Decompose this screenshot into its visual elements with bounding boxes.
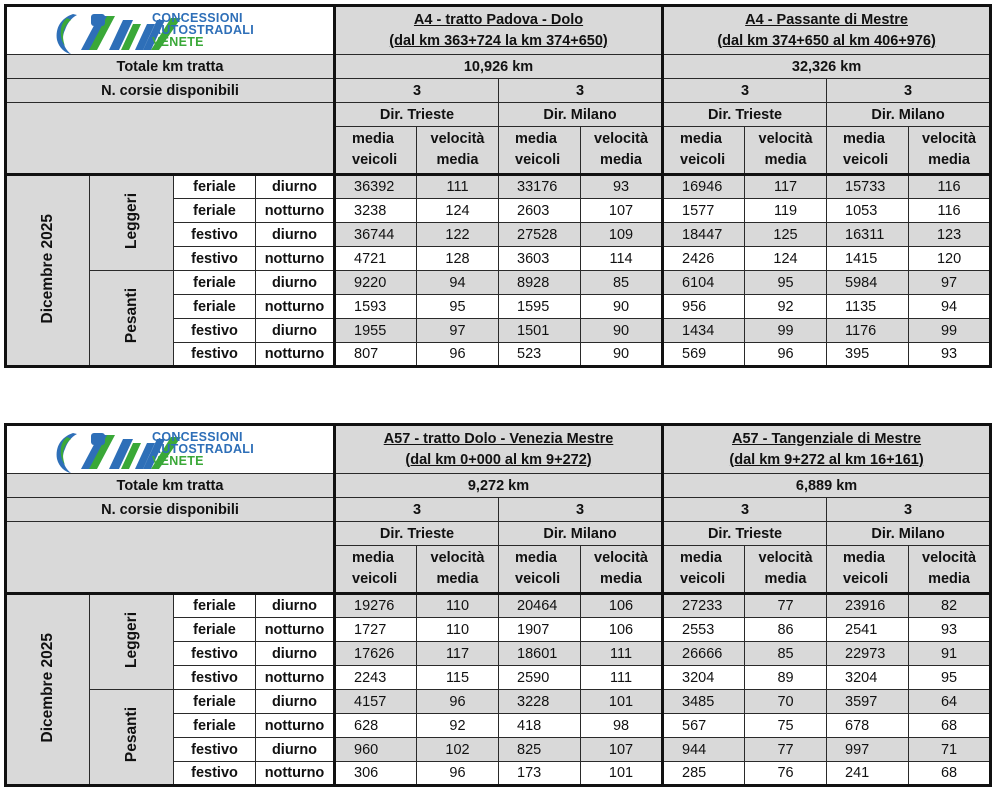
cell-value: 23916: [827, 594, 909, 618]
cell-value: 101: [581, 690, 663, 714]
traffic-table: [4, 423, 992, 787]
section-1-totale-km: 10,926 km: [335, 55, 663, 79]
col-header-velocita-media: velocità media: [417, 127, 499, 175]
day-type: festivo: [174, 762, 256, 786]
cell-value: 15733: [827, 175, 909, 199]
cell-value: 1501: [499, 319, 581, 343]
direction-header: Dir. Trieste: [335, 522, 499, 546]
cell-value: 960: [335, 738, 417, 762]
col-header-media-veicoli: media veicoli: [499, 546, 581, 594]
cell-value: 128: [417, 247, 499, 271]
day-type: festivo: [174, 223, 256, 247]
cell-value: 116: [909, 175, 991, 199]
cell-value: 77: [745, 738, 827, 762]
traffic-table-a4: [4, 4, 989, 368]
col-header-velocita-media: velocità media: [417, 546, 499, 594]
cell-value: 94: [909, 295, 991, 319]
cell-value: 16311: [827, 223, 909, 247]
cell-value: 92: [745, 295, 827, 319]
col-header-velocita-media: velocità media: [745, 546, 827, 594]
cell-value: 9220: [335, 271, 417, 295]
day-type: festivo: [174, 642, 256, 666]
cell-value: 124: [417, 199, 499, 223]
corsie-value: 3: [499, 498, 663, 522]
section-1-totale-km: 9,272 km: [335, 474, 663, 498]
cell-value: 418: [499, 714, 581, 738]
cell-value: 111: [581, 666, 663, 690]
cell-value: 120: [909, 247, 991, 271]
cell-value: 2243: [335, 666, 417, 690]
cell-value: 115: [417, 666, 499, 690]
direction-header: Dir. Milano: [827, 522, 991, 546]
traffic-table: [4, 4, 992, 368]
cell-value: 96: [745, 343, 827, 367]
section-1-range: (dal km 0+000 al km 9+272): [405, 451, 592, 468]
cell-value: 33176: [499, 175, 581, 199]
corsie-value: 3: [663, 79, 827, 103]
cell-value: 114: [581, 247, 663, 271]
direction-header: Dir. Trieste: [335, 103, 499, 127]
cell-value: 18601: [499, 642, 581, 666]
direction-header: Dir. Trieste: [663, 522, 827, 546]
day-type: feriale: [174, 199, 256, 223]
col-header-velocita-media: velocità media: [581, 127, 663, 175]
cell-value: 523: [499, 343, 581, 367]
cell-value: 36392: [335, 175, 417, 199]
cell-value: 92: [417, 714, 499, 738]
cell-value: 26666: [663, 642, 745, 666]
section-2-totale-km: 32,326 km: [663, 55, 991, 79]
cell-value: 90: [581, 343, 663, 367]
cell-value: 1135: [827, 295, 909, 319]
cell-value: 3204: [827, 666, 909, 690]
cell-value: 93: [909, 618, 991, 642]
cell-value: 1577: [663, 199, 745, 223]
period-label: Dicembre 2025: [6, 594, 90, 786]
cell-value: 1434: [663, 319, 745, 343]
cell-value: 125: [745, 223, 827, 247]
cell-value: 106: [581, 618, 663, 642]
cell-value: 1415: [827, 247, 909, 271]
section-1-range: (dal km 363+724 la km 374+650): [389, 32, 608, 49]
time-band: diurno: [256, 223, 335, 247]
cell-value: 1955: [335, 319, 417, 343]
cell-value: 3597: [827, 690, 909, 714]
day-type: feriale: [174, 690, 256, 714]
cell-value: 997: [827, 738, 909, 762]
section-2-header: [663, 425, 991, 474]
section-2-totale-km: 6,889 km: [663, 474, 991, 498]
cell-value: 101: [581, 762, 663, 786]
cell-value: 89: [745, 666, 827, 690]
section-1-title: A4 - tratto Padova - Dolo: [413, 11, 584, 28]
cell-value: 98: [581, 714, 663, 738]
cell-value: 395: [827, 343, 909, 367]
cell-value: 1053: [827, 199, 909, 223]
logo-wordmark: [152, 12, 254, 48]
section-2-title: A57 - Tangenziale di Mestre: [731, 430, 922, 447]
cell-value: 27233: [663, 594, 745, 618]
vehicle-class-leggeri: Leggeri: [90, 594, 174, 690]
cell-value: 173: [499, 762, 581, 786]
cell-value: 75: [745, 714, 827, 738]
cell-value: 16946: [663, 175, 745, 199]
cell-value: 68: [909, 762, 991, 786]
vehicle-class-pesanti: Pesanti: [90, 271, 174, 367]
time-band: notturno: [256, 199, 335, 223]
cell-value: 116: [909, 199, 991, 223]
cell-value: 3603: [499, 247, 581, 271]
section-2-range: (dal km 9+272 al km 16+161): [729, 451, 924, 468]
cell-value: 17626: [335, 642, 417, 666]
cell-value: 119: [745, 199, 827, 223]
cell-value: 96: [417, 690, 499, 714]
col-header-media-veicoli: media veicoli: [335, 127, 417, 175]
cell-value: 99: [745, 319, 827, 343]
corsie-value: 3: [663, 498, 827, 522]
logo-line-3: VENETE: [152, 35, 204, 49]
time-band: notturno: [256, 618, 335, 642]
section-2-range: (dal km 374+650 al km 406+976): [717, 32, 936, 49]
cell-value: 97: [417, 319, 499, 343]
col-header-media-veicoli: media veicoli: [827, 546, 909, 594]
cell-value: 70: [745, 690, 827, 714]
cell-value: 71: [909, 738, 991, 762]
direction-header: Dir. Milano: [499, 522, 663, 546]
logo-line-3: VENETE: [152, 454, 204, 468]
time-band: diurno: [256, 690, 335, 714]
section-1-header: [335, 6, 663, 55]
corsie-value: 3: [335, 79, 499, 103]
direction-header: Dir. Milano: [827, 103, 991, 127]
cell-value: 4157: [335, 690, 417, 714]
cell-value: 807: [335, 343, 417, 367]
day-type: festivo: [174, 343, 256, 367]
section-2-title: A4 - Passante di Mestre: [745, 11, 908, 28]
direction-header: Dir. Milano: [499, 103, 663, 127]
cell-value: 3204: [663, 666, 745, 690]
cell-value: 85: [745, 642, 827, 666]
logo-line-2: AUTOSTRADALI: [152, 23, 254, 37]
time-band: notturno: [256, 343, 335, 367]
col-header-media-veicoli: media veicoli: [663, 127, 745, 175]
col-header-media-veicoli: media veicoli: [335, 546, 417, 594]
cell-value: 3485: [663, 690, 745, 714]
blank-header-cell: [6, 522, 335, 594]
cell-value: 8928: [499, 271, 581, 295]
blank-header-cell: [6, 103, 335, 175]
cell-value: 123: [909, 223, 991, 247]
cell-value: 102: [417, 738, 499, 762]
section-1-header: [335, 425, 663, 474]
cell-value: 110: [417, 594, 499, 618]
totale-km-label: Totale km tratta: [6, 474, 335, 498]
cell-value: 944: [663, 738, 745, 762]
cell-value: 93: [581, 175, 663, 199]
cell-value: 2426: [663, 247, 745, 271]
cell-value: 3228: [499, 690, 581, 714]
cell-value: 122: [417, 223, 499, 247]
day-type: festivo: [174, 319, 256, 343]
cell-value: 90: [581, 295, 663, 319]
day-type: feriale: [174, 618, 256, 642]
cell-value: 19276: [335, 594, 417, 618]
n-corsie-label: N. corsie disponibili: [6, 498, 335, 522]
time-band: diurno: [256, 594, 335, 618]
cell-value: 111: [581, 642, 663, 666]
cell-value: 3238: [335, 199, 417, 223]
cell-value: 93: [909, 343, 991, 367]
cell-value: 1176: [827, 319, 909, 343]
cell-value: 306: [335, 762, 417, 786]
cell-value: 2541: [827, 618, 909, 642]
col-header-velocita-media: velocità media: [909, 127, 991, 175]
vehicle-class-pesanti: Pesanti: [90, 690, 174, 786]
time-band: diurno: [256, 319, 335, 343]
day-type: feriale: [174, 271, 256, 295]
cell-value: 96: [417, 343, 499, 367]
cell-value: 678: [827, 714, 909, 738]
col-header-media-veicoli: media veicoli: [663, 546, 745, 594]
cell-value: 86: [745, 618, 827, 642]
time-band: notturno: [256, 666, 335, 690]
cell-value: 90: [581, 319, 663, 343]
time-band: notturno: [256, 247, 335, 271]
time-band: notturno: [256, 295, 335, 319]
vehicle-class-leggeri: Leggeri: [90, 175, 174, 271]
cell-value: 2603: [499, 199, 581, 223]
time-band: notturno: [256, 714, 335, 738]
corsie-value: 3: [499, 79, 663, 103]
traffic-table-a57: [4, 423, 989, 787]
section-2-header: [663, 6, 991, 55]
cell-value: 77: [745, 594, 827, 618]
cell-value: 2553: [663, 618, 745, 642]
cell-value: 20464: [499, 594, 581, 618]
cell-value: 96: [417, 762, 499, 786]
cell-value: 1593: [335, 295, 417, 319]
section-1-title: A57 - tratto Dolo - Venezia Mestre: [383, 430, 614, 447]
cell-value: 956: [663, 295, 745, 319]
cell-value: 95: [909, 666, 991, 690]
logo-line-2: AUTOSTRADALI: [152, 442, 254, 456]
cell-value: 117: [417, 642, 499, 666]
time-band: diurno: [256, 642, 335, 666]
corsie-value: 3: [827, 79, 991, 103]
cell-value: 825: [499, 738, 581, 762]
cell-value: 111: [417, 175, 499, 199]
cell-value: 628: [335, 714, 417, 738]
col-header-media-veicoli: media veicoli: [499, 127, 581, 175]
cell-value: 107: [581, 738, 663, 762]
cell-value: 109: [581, 223, 663, 247]
cell-value: 1595: [499, 295, 581, 319]
cell-value: 2590: [499, 666, 581, 690]
cell-value: 107: [581, 199, 663, 223]
col-header-velocita-media: velocità media: [745, 127, 827, 175]
cell-value: 285: [663, 762, 745, 786]
company-logo: [6, 425, 335, 474]
cell-value: 1907: [499, 618, 581, 642]
day-type: feriale: [174, 594, 256, 618]
cell-value: 91: [909, 642, 991, 666]
time-band: diurno: [256, 271, 335, 295]
cell-value: 4721: [335, 247, 417, 271]
logo-line-1: CONCESSIONI: [152, 430, 243, 444]
day-type: festivo: [174, 666, 256, 690]
cell-value: 241: [827, 762, 909, 786]
totale-km-label: Totale km tratta: [6, 55, 335, 79]
direction-header: Dir. Trieste: [663, 103, 827, 127]
n-corsie-label: N. corsie disponibili: [6, 79, 335, 103]
cell-value: 68: [909, 714, 991, 738]
cell-value: 99: [909, 319, 991, 343]
corsie-value: 3: [335, 498, 499, 522]
cell-value: 569: [663, 343, 745, 367]
day-type: feriale: [174, 175, 256, 199]
cell-value: 64: [909, 690, 991, 714]
cell-value: 22973: [827, 642, 909, 666]
time-band: notturno: [256, 762, 335, 786]
cell-value: 110: [417, 618, 499, 642]
logo-wordmark: [152, 431, 254, 467]
cell-value: 76: [745, 762, 827, 786]
time-band: diurno: [256, 738, 335, 762]
cell-value: 6104: [663, 271, 745, 295]
cell-value: 95: [417, 295, 499, 319]
col-header-velocita-media: velocità media: [909, 546, 991, 594]
cell-value: 82: [909, 594, 991, 618]
col-header-velocita-media: velocità media: [581, 546, 663, 594]
cell-value: 106: [581, 594, 663, 618]
cell-value: 124: [745, 247, 827, 271]
cell-value: 567: [663, 714, 745, 738]
col-header-media-veicoli: media veicoli: [827, 127, 909, 175]
cell-value: 18447: [663, 223, 745, 247]
cell-value: 85: [581, 271, 663, 295]
company-logo: [6, 6, 335, 55]
cell-value: 27528: [499, 223, 581, 247]
day-type: feriale: [174, 714, 256, 738]
cell-value: 1727: [335, 618, 417, 642]
cell-value: 94: [417, 271, 499, 295]
day-type: festivo: [174, 247, 256, 271]
period-label: Dicembre 2025: [6, 175, 90, 367]
day-type: feriale: [174, 295, 256, 319]
logo-line-1: CONCESSIONI: [152, 11, 243, 25]
cell-value: 36744: [335, 223, 417, 247]
cell-value: 95: [745, 271, 827, 295]
day-type: festivo: [174, 738, 256, 762]
cell-value: 117: [745, 175, 827, 199]
corsie-value: 3: [827, 498, 991, 522]
cell-value: 97: [909, 271, 991, 295]
cell-value: 5984: [827, 271, 909, 295]
time-band: diurno: [256, 175, 335, 199]
